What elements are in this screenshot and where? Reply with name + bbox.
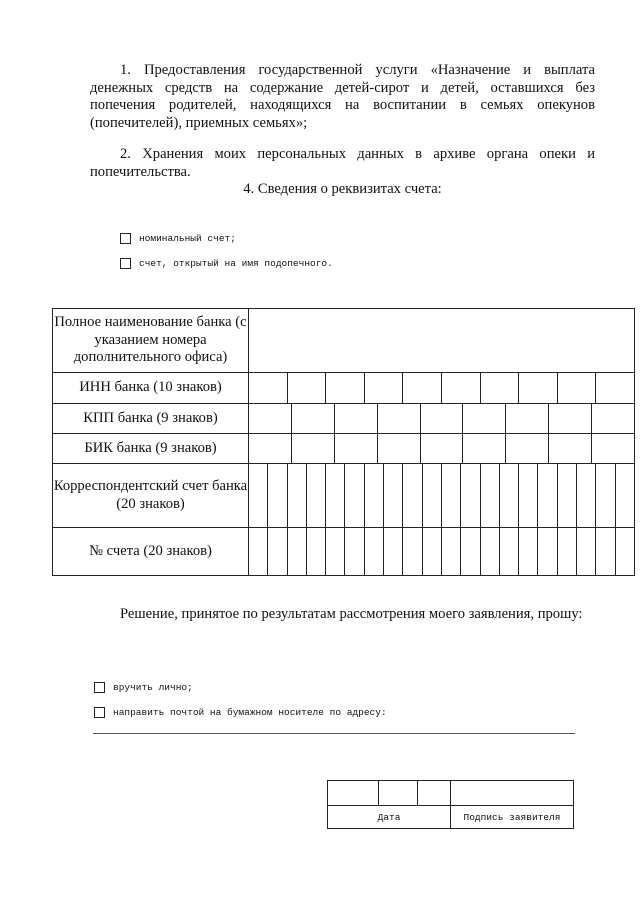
signature-label: Подпись заявителя	[451, 806, 574, 829]
nominal-account-checkbox[interactable]	[120, 233, 131, 244]
table-row	[53, 464, 635, 528]
table-row	[53, 309, 635, 373]
signature-field[interactable]	[451, 781, 574, 806]
inn-label: ИНН банка (10 знаков)	[53, 373, 249, 404]
deliver-in-person-label: вручить лично;	[113, 682, 193, 693]
ward-account-option[interactable]	[120, 258, 333, 269]
kpp-label: КПП банка (9 знаков)	[53, 404, 249, 434]
bik-field[interactable]	[249, 434, 635, 464]
account-number-label: № счета (20 знаков)	[53, 528, 249, 576]
deliver-in-person-checkbox[interactable]	[94, 682, 105, 693]
date-field[interactable]	[328, 781, 451, 806]
nominal-account-option[interactable]	[120, 233, 236, 244]
send-by-mail-checkbox[interactable]	[94, 707, 105, 718]
signature-table	[327, 780, 574, 829]
kpp-field[interactable]	[249, 404, 635, 434]
send-by-mail-option[interactable]	[94, 707, 387, 718]
account-number-field[interactable]	[249, 528, 635, 576]
ward-account-checkbox[interactable]	[120, 258, 131, 269]
decision-paragraph: Решение, принятое по результатам рассмотрения моего заявления, прошу:	[120, 606, 583, 622]
table-row	[53, 528, 635, 576]
section-4-heading: 4. Сведения о реквизитах счета:	[243, 181, 442, 197]
date-label: Дата	[328, 806, 451, 829]
corr-account-label: Корреспондентский счет банка (20 знаков)	[53, 464, 249, 528]
table-row	[53, 373, 635, 404]
consent-paragraph-1: 1. Предоставления государственной услуги «Назначение и выплата денежных средств на содержание детей-сирот и детей, оставшихся без попечения родителей, находящихся на воспитании в семьях опекунов (попечителей), приемных семьях»;	[90, 62, 595, 131]
ward-account-label: счет, открытый на имя подопечного.	[139, 258, 333, 269]
address-line[interactable]	[93, 733, 575, 734]
send-by-mail-label: направить почтой на бумажном носителе по адресу:	[113, 707, 387, 718]
deliver-in-person-option[interactable]	[94, 682, 193, 693]
consent-paragraph-2: 2. Хранения моих персональных данных в архиве органа опеки и попечительства.	[90, 146, 595, 180]
inn-field[interactable]	[249, 373, 635, 404]
table-row	[53, 404, 635, 434]
bank-name-label: Полное наименование банка (с указанием номера дополнительного офиса)	[53, 309, 249, 373]
bik-label: БИК банка (9 знаков)	[53, 434, 249, 464]
table-row	[53, 434, 635, 464]
bank-details-table	[52, 308, 635, 576]
corr-account-field[interactable]	[249, 464, 635, 528]
bank-name-field[interactable]	[249, 309, 635, 373]
nominal-account-label: номинальный счет;	[139, 233, 236, 244]
